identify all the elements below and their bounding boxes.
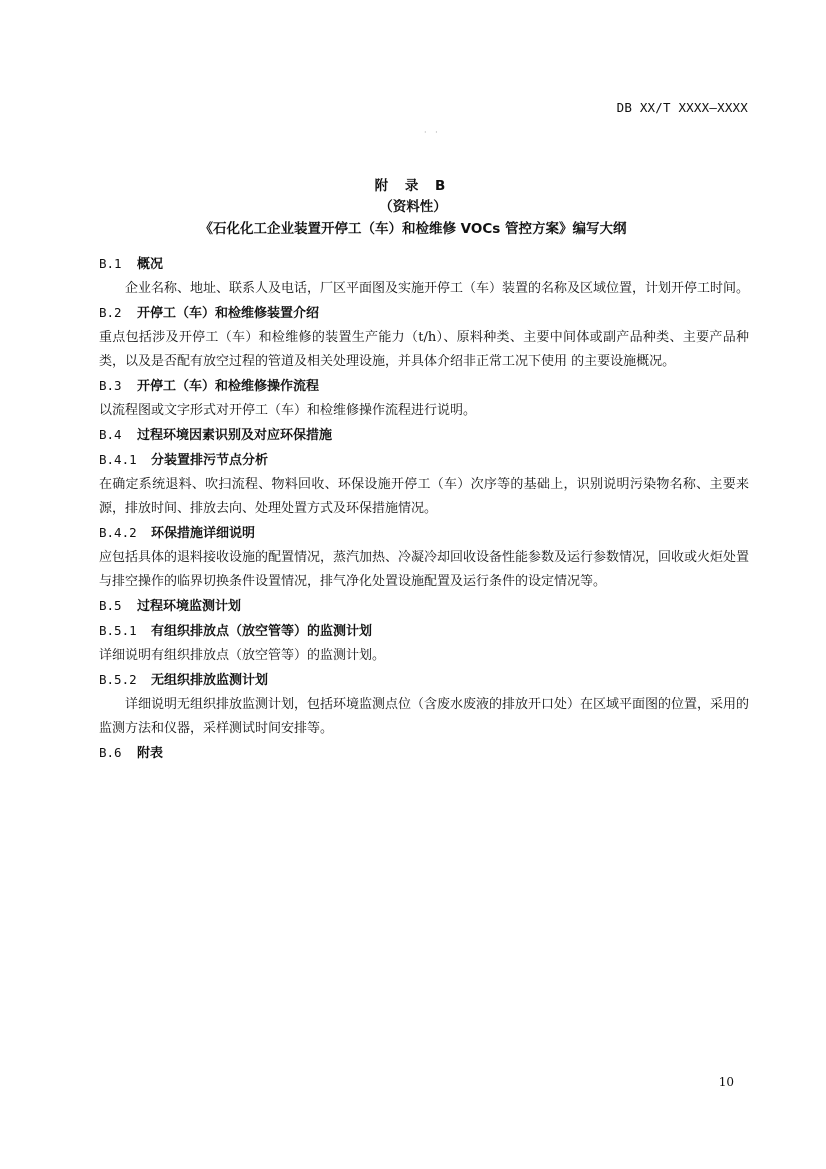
section-number: B.6 (99, 745, 122, 760)
section-number: B.2 (99, 305, 122, 320)
standard-code: DB XX/T XXXX—XXXX (616, 100, 748, 115)
section-text: 详细说明无组织排放监测计划，包括环境监测点位（含废水废液的排放开口处）在区域平面图的位置，采用的监测方法和仪器，采样测试时间安排等。 (99, 697, 750, 736)
appendix-heading (0, 176, 826, 240)
section-title: 开停工（车）和检维修操作流程 (137, 379, 320, 394)
section-number: B.1 (99, 256, 122, 271)
subsection-heading (99, 619, 749, 644)
section-text: 应包括具体的退料接收设施的配置情况，蒸汽加热、冷凝冷却回收设备性能参数及运行参数情况，回收或火炬处置与排空操作的临界切换条件设置情况，排气净化处置设施配置及运行条件的设定情况等。 (99, 550, 750, 589)
subsection-heading (99, 448, 749, 473)
section-heading (99, 594, 749, 619)
section-text: 重点包括涉及开停工（车）和检维修的装置生产能力（t/h）、原料种类、主要中间体或副产品种类、主要产品种类，以及是否配有放空过程的管道及相关处理设施，并具体介绍非正常工况下使用 的主要设施概况。 (99, 330, 749, 369)
section-number: B.4.1 (99, 452, 137, 467)
section-title: 分装置排污节点分析 (151, 453, 269, 468)
section-heading (99, 301, 749, 326)
section-number: B.5.1 (99, 623, 137, 638)
section-number: B.5.2 (99, 672, 137, 687)
appendix-title: 附 录 B (374, 178, 452, 194)
section-text: 在确定系统退料、吹扫流程、物料回收、环保设施开停工（车）次序等的基础上，识别说明污染物名称、主要来源，排放时间、排放去向、处理处置方式及环保措施情况。 (99, 477, 749, 516)
section-text: 以流程图或文字形式对开停工（车）和检维修操作流程进行说明。 (99, 403, 477, 418)
section-heading (99, 252, 749, 277)
section-title: 有组织排放点（放空管等）的监测计划 (151, 624, 373, 639)
page-number: 10 (718, 1075, 734, 1089)
section-title: 无组织排放监测计划 (151, 673, 269, 688)
subsection-heading (99, 668, 749, 693)
section-heading (99, 374, 749, 399)
section-title: 环保措施详细说明 (151, 526, 256, 541)
decorative-dots: · · (424, 128, 441, 137)
section-heading (99, 741, 749, 766)
appendix-type: （资料性） (379, 199, 447, 215)
section-text: 企业名称、地址、联系人及电话，厂区平面图及实施开停工（车）装置的名称及区域位置，计划开停工时间。 (125, 281, 750, 296)
section-number: B.4.2 (99, 525, 137, 540)
appendix-name: 《石化化工企业装置开停工（车）和检维修 VOCs 管控方案》编写大纲 (199, 221, 627, 237)
section-title: 附表 (137, 746, 164, 761)
section-title: 概况 (137, 257, 164, 272)
appendix-content (99, 252, 749, 766)
section-heading (99, 423, 749, 448)
section-number: B.4 (99, 427, 122, 442)
subsection-heading (99, 521, 749, 546)
section-number: B.5 (99, 598, 122, 613)
section-number: B.3 (99, 378, 122, 393)
section-title: 过程环境监测计划 (137, 599, 242, 614)
section-title: 开停工（车）和检维修装置介绍 (137, 306, 320, 321)
section-text: 详细说明有组织排放点（放空管等）的监测计划。 (99, 648, 386, 663)
section-title: 过程环境因素识别及对应环保措施 (137, 428, 333, 443)
